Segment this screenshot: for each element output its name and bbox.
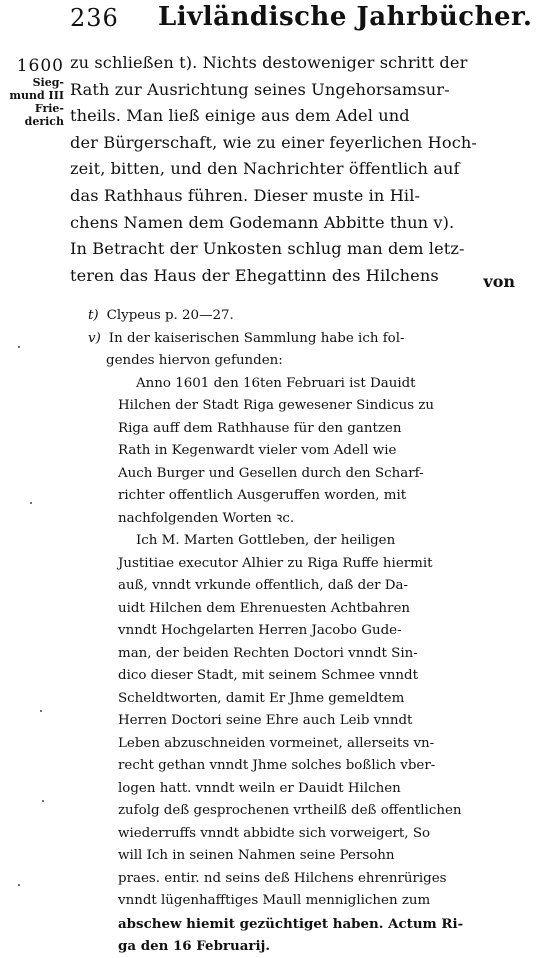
footnote-text: gendes hiervon gefunden: [106,353,283,368]
print-speck [30,502,32,504]
text-line: chens Namen dem Godemann Abbitte thun v). [70,212,455,232]
margin-year: 1600 [16,56,64,76]
quote-line: Hilchen der Stadt Riga gewesener Sindicus zu [118,398,435,413]
print-speck [40,710,42,712]
quote-line: Scheldtworten, damit Er Jhme gemeldtem [118,690,405,706]
margin-line: mund III [9,89,64,102]
margin-line: Frie- [34,102,64,115]
quote-line: ga den 16 Februarij. [118,938,271,954]
quote-line: dico dieser Stadt, mit seinem Schmee vnndt [118,668,418,683]
quote-line: Riga auff dem Rathhause für den gantzen [118,420,402,436]
quote-line: nachfolgenden Worten ꝛc. [118,510,295,526]
quote-line: vnndt lügenhafftiges Maull menniglichen zum [118,893,431,908]
text-line: theils. Man ließ einige aus dem Adel und [70,106,410,126]
text-line: der Bürgerschaft, wie zu einer feyerlichen Hoch- [70,132,477,152]
text-line: zeit, bitten, und den Nachrichter öffentlich auf [70,159,460,179]
quote-line: richter offentlich Ausgeruffen worden, mit [118,488,407,503]
quote-line: Rath in Kegenwardt vieler vom Adell wie [118,443,397,458]
footnote-t [88,305,518,328]
quote-line: Anno 1601 den 16ten Februari ist Dauidt [136,375,416,391]
text-line: das Rathhaus führen. Dieser muste in Hil- [70,185,421,205]
text-line: zu schließen t). Nichts destoweniger schritt der [70,53,468,72]
quote-line: auß, vnndt vrkunde offentlich, daß der Da- [118,578,409,593]
footnote-text: In der kaiserischen Sammlung habe ich fol- [108,330,405,346]
text-line: In Betracht der Unkosten schlug man dem letz- [70,239,465,259]
quote-line: recht gethan vnndt Jhme solches boßlich vber- [118,758,436,773]
margin-line: derich [24,115,64,128]
main-text-block [70,50,514,289]
running-title: Livländische Jahrbücher. [158,2,533,32]
margin-note [4,56,66,128]
quote-line: uidt Hilchen dem Ehrenuesten Achtbahren [118,600,410,616]
margin-line: Sieg- [32,76,64,89]
page-header [60,2,533,40]
text-line: teren das Haus der Ehegattinn des Hilchens [70,265,439,285]
footnotes [88,305,518,958]
quote-line: Auch Burger und Gesellen durch den Scharf- [118,465,424,481]
footnote-text: Clypeus p. 20—27. [106,308,234,323]
quote-line: Justitiae executor Alhier zu Riga Ruffe hiermit [118,555,433,571]
print-speck [18,346,20,348]
quote-line: praes. entir. nd seins deß Hilchens ehrenrüriges [118,870,447,886]
quote-line: Ich M. Marten Gottleben, der heiligen [136,533,396,548]
footnote-v-line [88,328,518,351]
quote-line: abschew hiemit gezüchtiget haben. Actum Ri- [118,915,464,932]
page-number: 236 [70,4,119,32]
quote-line: Herren Doctori seine Ehre auch Leib vnndt [118,713,413,728]
print-speck [18,884,20,886]
quote-line: vnndt Hochgelarten Herren Jacobo Gude- [118,623,402,638]
quote-line: Leben abzuschneiden vormeinet, allerseits vn- [118,735,435,751]
catchword: von [483,272,515,291]
text-line: Rath zur Ausrichtung seines Ungehorsamsur- [70,79,450,99]
quote-line: will Ich in seinen Nahmen seine Persohn [118,848,395,863]
quote-line: zufolg deß gesprochenen vrtheilß deß offentlichen [118,803,462,818]
footnote-marker: v) [88,330,101,346]
print-speck [42,800,44,802]
quote-line: logen hatt. vnndt weiln er Dauidt Hilchen [118,780,401,796]
quote-line: man, der beiden Rechten Doctori vnndt Sin- [118,645,418,661]
quote-line: wiederruffs vnndt abbidte sich vorweigert, So [118,825,431,841]
footnote-marker: t) [88,308,99,323]
